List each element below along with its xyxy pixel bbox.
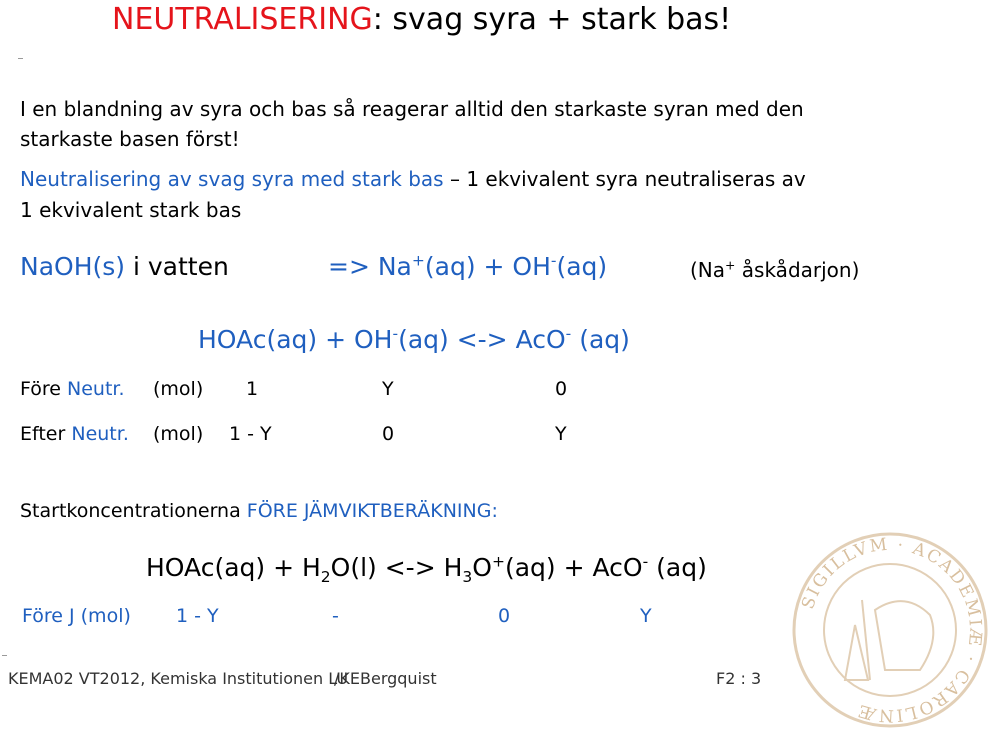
intro-line-2: starkaste basen först! <box>20 127 240 151</box>
corner-mark-top <box>18 58 23 59</box>
spectator-rest: åskådarjon) <box>735 258 860 282</box>
row-after-label <box>20 423 129 445</box>
start-concentration-caps: FÖRE JÄMVIKTBERÄKNING: <box>246 500 498 522</box>
eq2-part-d: (aq) + AcO <box>504 553 643 582</box>
row-before-j-label: Före J (mol) <box>22 605 131 627</box>
start-concentration-heading <box>20 500 498 522</box>
title-rest: : svag syra + stark bas! <box>372 2 732 37</box>
neutralisation-line-1 <box>20 167 806 191</box>
naoh-products-end: (aq) <box>556 252 608 281</box>
eq1-charge-2: - <box>565 324 572 343</box>
row-before-j-aco: Y <box>640 605 652 627</box>
row-before-neutr: Neutr. <box>67 378 125 400</box>
eq2-part-a: HOAc(aq) + H <box>146 553 321 582</box>
eq1-part-b: (aq) <-> AcO <box>398 325 566 354</box>
eq2-part-c: O <box>472 553 492 582</box>
eq1-charge-1: - <box>392 324 399 343</box>
row-before-word: Före <box>20 378 67 400</box>
row-before-j-acid: 1 - Y <box>176 605 219 627</box>
neutralisation-rest: – 1 ekvivalent syra neutraliseras av <box>443 167 806 191</box>
spectator-ion-note <box>690 258 859 282</box>
footer-page-number: F2 : 3 <box>716 669 762 688</box>
eq2-sub-1: 2 <box>320 568 331 586</box>
eq2-charge-2: - <box>642 552 649 571</box>
corner-mark-bottom <box>2 655 7 656</box>
university-seal-watermark <box>790 530 990 730</box>
row-after-word: Efter <box>20 423 72 445</box>
row-after-unit: (mol) <box>153 423 204 445</box>
row-after-acid: 1 - Y <box>229 423 272 445</box>
row-after-base: 0 <box>382 423 395 445</box>
spectator-charge: + <box>725 257 736 273</box>
eq2-part-b: O(l) <-> H <box>330 553 463 582</box>
na-ion: Na <box>377 252 412 281</box>
naoh-formula: NaOH(s) <box>20 252 126 281</box>
row-after-neutr: Neutr. <box>71 423 129 445</box>
naoh-products <box>328 252 607 281</box>
naoh-arrow: => <box>328 252 378 281</box>
naoh-products-mid: (aq) + OH <box>424 252 551 281</box>
seal-arch <box>875 601 933 670</box>
seal-lettering-path: SIGILLVM · ACADEMIÆ · CAROLINÆ <box>798 534 986 726</box>
naoh-solvent: i vatten <box>125 252 229 281</box>
eq2-sub-2: 3 <box>462 568 473 586</box>
neutralisation-line-2: 1 ekvivalent stark bas <box>20 198 242 222</box>
row-before-product: 0 <box>555 378 568 400</box>
slide-title <box>112 2 731 37</box>
oh-charge: - <box>550 251 557 270</box>
seal-inner-ring <box>824 564 956 696</box>
eq1-part-a: HOAc(aq) + OH <box>198 325 393 354</box>
equation-equilibrium <box>146 552 707 586</box>
neutralisation-heading: Neutralisering av svag syra med stark bas <box>20 167 444 191</box>
row-after-product: Y <box>555 423 567 445</box>
row-before-acid: 1 <box>246 378 259 400</box>
row-before-base: Y <box>382 378 394 400</box>
intro-line-1: I en blandning av syra och bas så reagerar alltid den starkaste syran med den <box>20 97 804 121</box>
na-charge: + <box>411 251 425 270</box>
row-before-j-water: - <box>332 605 339 627</box>
title-keyword: NEUTRALISERING <box>112 2 373 37</box>
equation-neutralisation <box>198 325 630 354</box>
eq1-part-c: (aq) <box>571 325 630 354</box>
row-before-j-h3o: 0 <box>498 605 511 627</box>
row-before-label <box>20 378 125 400</box>
naoh-reactant <box>20 252 229 281</box>
eq2-part-e: (aq) <box>648 553 707 582</box>
footer-author: /KEBergquist <box>334 669 437 688</box>
footer-course: KEMA02 VT2012, Kemiska Institutionen LU <box>8 669 349 688</box>
spectator-open: (Na <box>690 258 726 282</box>
row-before-unit: (mol) <box>153 378 204 400</box>
start-concentration-word: Startkoncentrationerna <box>20 500 247 522</box>
eq2-charge-1: + <box>491 552 505 571</box>
